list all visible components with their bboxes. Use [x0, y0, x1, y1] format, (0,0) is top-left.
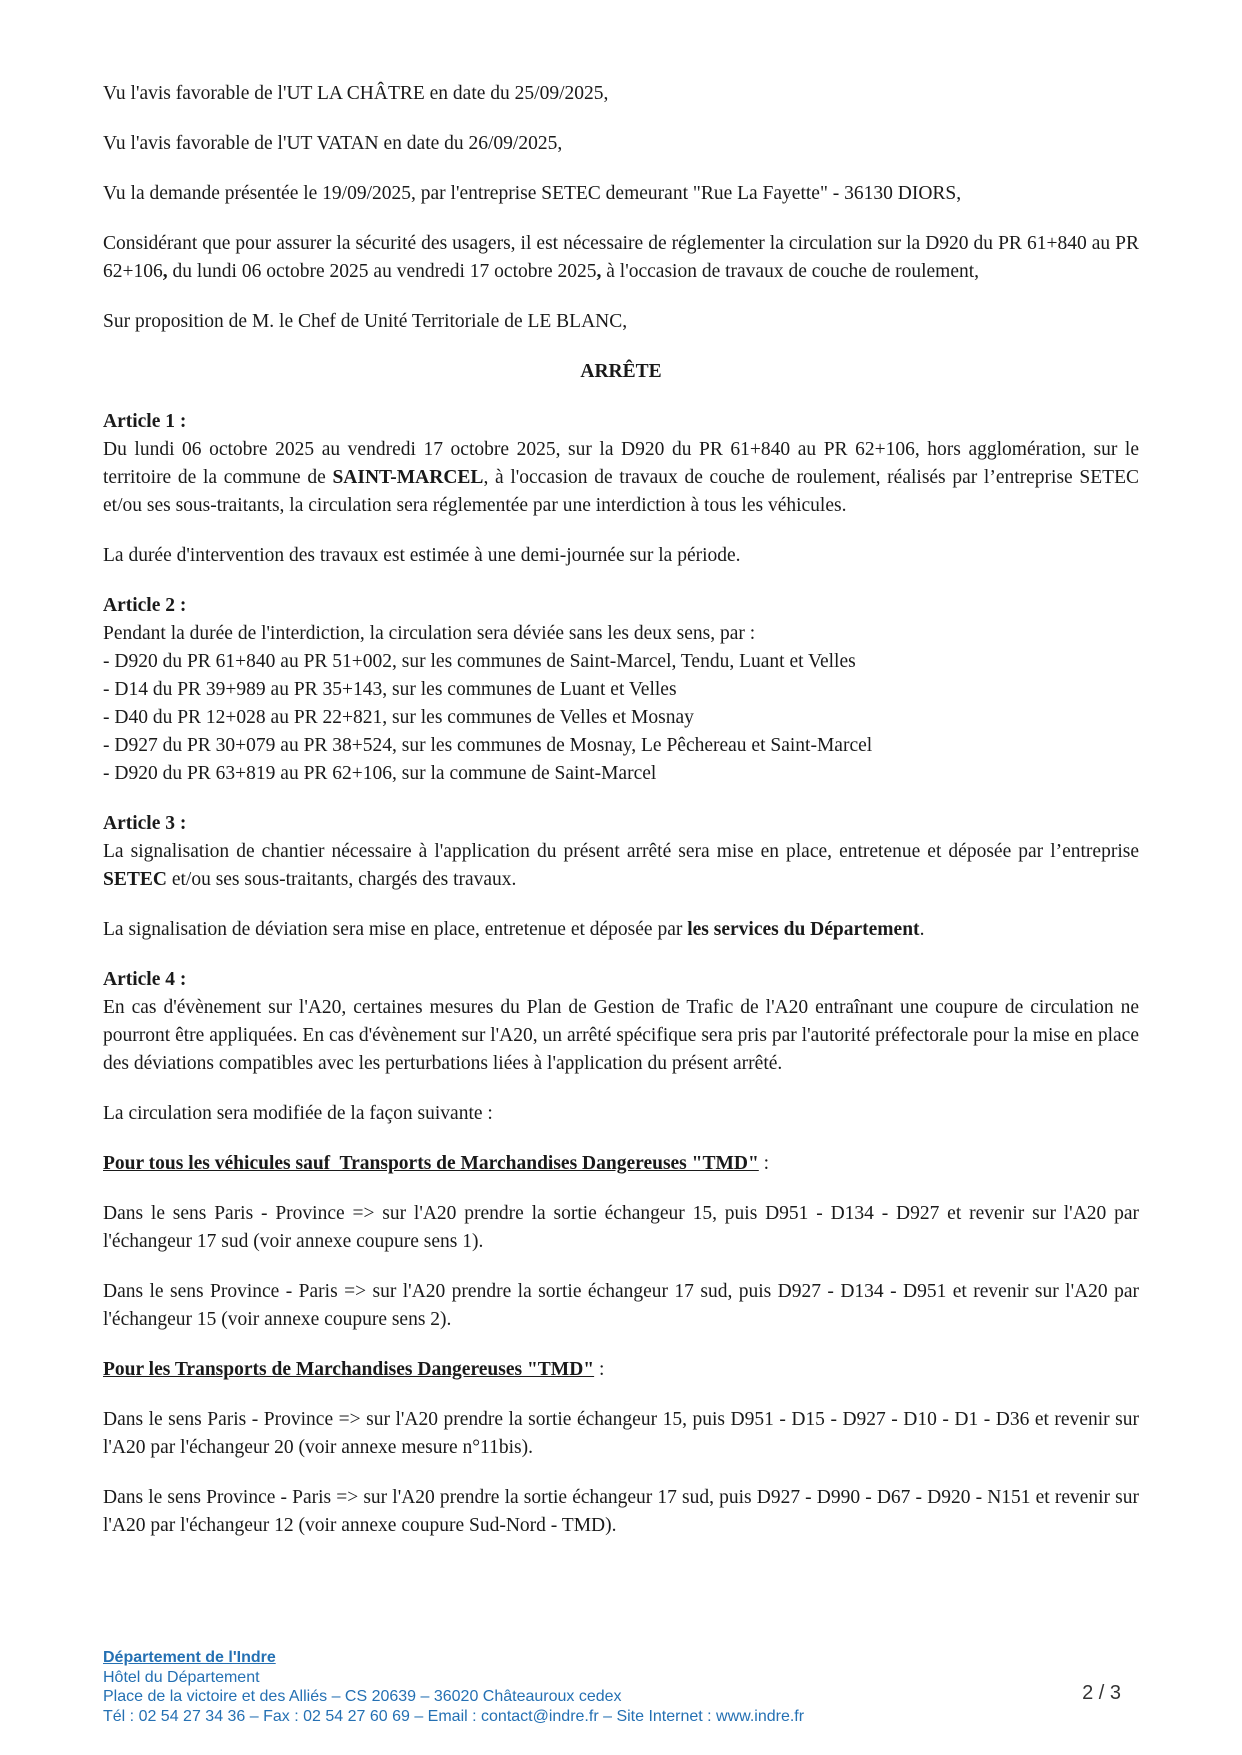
footer-contacts: Tél : 02 54 27 34 36 – Fax : 02 54 27 60 69 – Email : contact@indre.fr – Site Internet : www.indre.fr [103, 1707, 805, 1725]
text-run: et/ou ses sous-traitants, chargés des travaux. [166, 869, 517, 890]
text-run: du lundi 06 octobre 2025 au vendredi 17 octobre 2025 [167, 261, 597, 282]
recital-considerant [103, 230, 1139, 286]
deviation-route-3 [103, 704, 1139, 732]
text-run: Pour les Transports de Marchandises Dangereuses "TMD" [103, 1359, 595, 1380]
text-run: Du lundi 06 octobre 2025 au vendredi 17 octobre 2025, sur la D920 du PR 61+840 au PR 62+106, hors agglomération, sur le territoire de la commune de [103, 439, 1139, 488]
article-1-heading [103, 408, 1139, 436]
text-run: Dans le sens Paris - Province => sur l'A20 prendre la sortie échangeur 15, puis D951 - D134 - D927 et revenir sur l'A20 par l'échangeur 17 sud (voir annexe coupure sens 1). [103, 1203, 1139, 1252]
recital-proposition [103, 308, 1139, 336]
text-run: à l'occasion de travaux de couche de roulement, [601, 261, 980, 282]
text-run: les services du Département [687, 919, 920, 940]
text-run: SETEC [103, 869, 167, 890]
text-run: Article 4 : [103, 969, 187, 990]
text-run: - D920 du PR 61+840 au PR 51+002, sur les communes de Saint-Marcel, Tendu, Luant et Velles [103, 651, 856, 672]
route-province-paris [103, 1278, 1139, 1334]
text-run: , [162, 261, 168, 282]
text-run: En cas d'évènement sur l'A20, certaines mesures du Plan de Gestion de Trafic de l'A20 entraînant une coupure de circulation ne pourront être appliquées. En cas d'évènement sur l'A20, un arrêté spécifique sera pris par l'autorité préfectorale pour la mise en place des déviations compatibles avec les perturbations liées à l'application du présent arrêté. [103, 997, 1139, 1074]
text-run: Dans le sens Province - Paris => sur l'A20 prendre la sortie échangeur 17 sud, puis D927 - D990 - D67 - D920 - N151 et revenir sur l'A20 par l'échangeur 12 (voir annexe coupure Sud-Nord - TMD). [103, 1487, 1139, 1536]
article-1-body [103, 436, 1139, 520]
deviation-route-1 [103, 648, 1139, 676]
text-run: - D927 du PR 30+079 au PR 38+524, sur les communes de Mosnay, Le Pêchereau et Saint-Marcel [103, 735, 873, 756]
text-run: Vu la demande présentée le 19/09/2025, par l'entreprise SETEC demeurant "Rue La Fayette" - 36130 DIORS, [103, 183, 962, 204]
article-3-body [103, 838, 1139, 894]
footer-address: Place de la victoire et des Alliés – CS 20639 – 36020 Châteauroux cedex [103, 1688, 622, 1705]
text-run: La signalisation de chantier nécessaire à l'application du présent arrêté sera mise en place, entretenue et déposée par l’entreprise [103, 841, 1139, 862]
deviation-route-4 [103, 732, 1139, 760]
text-run: , [596, 261, 602, 282]
text-run: Vu l'avis favorable de l'UT VATAN en date du 26/09/2025, [103, 133, 563, 154]
tmd-heading [103, 1356, 1139, 1384]
recital-avis-vatan [103, 130, 1139, 158]
tmd-route-province-paris [103, 1484, 1139, 1540]
tmd-route-paris-province [103, 1406, 1139, 1462]
page-number: 2 / 3 [1082, 1682, 1121, 1704]
text-run: - D40 du PR 12+028 au PR 22+821, sur les communes de Velles et Mosnay [103, 707, 694, 728]
recital-avis-la-chatre [103, 80, 1139, 108]
recital-demande [103, 180, 1139, 208]
text-run: Pour tous les véhicules sauf Transports de Marchandises Dangereuses "TMD" [103, 1153, 759, 1174]
article-2-intro [103, 620, 1139, 648]
deviation-route-2 [103, 676, 1139, 704]
deviation-route-5 [103, 760, 1139, 788]
text-run: Dans le sens Province - Paris => sur l'A20 prendre la sortie échangeur 17 sud, puis D927 - D134 - D951 et revenir sur l'A20 par l'échangeur 15 (voir annexe coupure sens 2). [103, 1281, 1139, 1330]
text-run: Dans le sens Paris - Province => sur l'A20 prendre la sortie échangeur 15, puis D951 - D15 - D927 - D10 - D1 - D36 et revenir sur l'A20 par l'échangeur 20 (voir annexe mesure n°11bis). [103, 1409, 1139, 1458]
article-3-heading [103, 810, 1139, 838]
article-3-deviation-signage [103, 916, 1139, 944]
route-paris-province [103, 1200, 1139, 1256]
article-1-duration [103, 542, 1139, 570]
text-run: La signalisation de déviation sera mise en place, entretenue et déposée par [103, 919, 688, 940]
text-run: SAINT-MARCEL [332, 467, 484, 488]
text-run: La circulation sera modifiée de la façon suivante : [103, 1103, 493, 1124]
text-run: : [758, 1153, 770, 1174]
text-run: Article 2 : [103, 595, 187, 616]
text-run: : [594, 1359, 605, 1380]
text-run: - D920 du PR 63+819 au PR 62+106, sur la commune de Saint-Marcel [103, 763, 657, 784]
text-run: ARRÊTE [580, 361, 662, 382]
page-footer [103, 1648, 1139, 1726]
text-run: La durée d'intervention des travaux est estimée à une demi-journée sur la période. [103, 545, 741, 566]
traffic-modification-intro [103, 1100, 1139, 1128]
text-run: Sur proposition de M. le Chef de Unité Territoriale de LE BLANC, [103, 311, 628, 332]
footer-department-name: Département de l'Indre [103, 1649, 276, 1666]
text-run: Vu l'avis favorable de l'UT LA CHÂTRE en date du 25/09/2025, [103, 83, 609, 104]
document-body [103, 80, 1139, 1540]
text-run: Considérant que pour assurer la sécurité des usagers, il est nécessaire de réglementer la circulation sur la D920 du PR 61+840 au PR 62+106 [103, 233, 1139, 282]
footer-building: Hôtel du Département [103, 1668, 260, 1686]
text-run: Article 1 : [103, 411, 187, 432]
arrete-title [103, 358, 1139, 386]
tmd-exempt-heading [103, 1150, 1139, 1178]
article-4-body [103, 994, 1139, 1078]
text-run: , à l'occasion de travaux de couche de roulement, réalisés par l’entreprise SETEC et/ou ses sous-traitants, la circulation sera réglementée par une interdiction à tous les véhicules. [103, 467, 1139, 516]
text-run: - D14 du PR 39+989 au PR 35+143, sur les communes de Luant et Velles [103, 679, 677, 700]
text-run: . [919, 919, 925, 940]
text-run: Article 3 : [103, 813, 187, 834]
text-run: Pendant la durée de l'interdiction, la circulation sera déviée sans les deux sens, par : [103, 623, 756, 644]
article-2-heading [103, 592, 1139, 620]
article-4-heading [103, 966, 1139, 994]
